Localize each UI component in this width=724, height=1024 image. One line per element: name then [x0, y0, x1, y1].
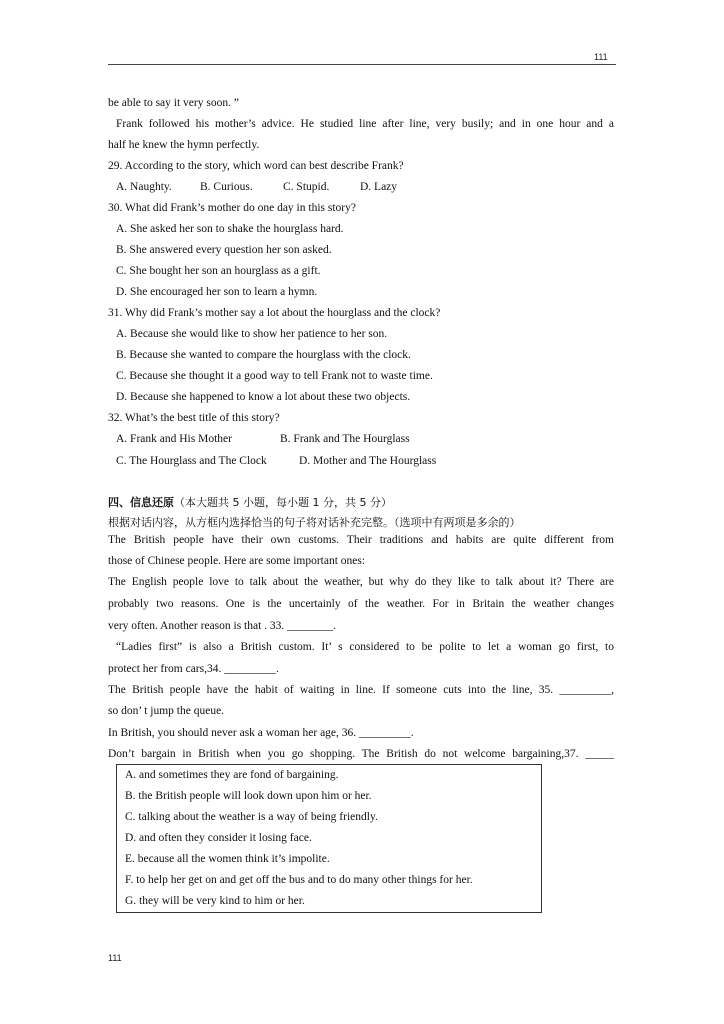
question-option: C. Because she thought it a good way to tell Frank not to waste time. — [116, 370, 433, 382]
question-option: D. Lazy — [360, 181, 398, 193]
question-option: A. Because she would like to show her patience to her son. — [116, 328, 388, 340]
question-option: C. Stupid. — [283, 181, 330, 193]
option-item: D. and often they consider it losing face. — [125, 832, 312, 844]
passage-line: Frank followed his mother’s advice. He studied line after line, very busily; and in one hour and a — [116, 118, 614, 130]
question-stem: 32. What’s the best title of this story? — [108, 412, 280, 424]
passage-line: half he knew the hymn perfectly. — [108, 139, 260, 151]
question-option: C. She bought her son an hourglass as a gift. — [116, 265, 321, 277]
header-rule — [108, 64, 616, 65]
section-text-line: “Ladies first” is also a British custom. It’ s considered to be polite to let a woman go first, to — [116, 641, 614, 653]
question-option: B. Curious. — [200, 181, 253, 193]
section-text-line: probably two reasons. One is the uncertainly of the weather. For in Britain the weather changes — [108, 598, 614, 610]
question-option: A. She asked her son to shake the hourglass hard. — [116, 223, 344, 235]
passage-line: be able to say it very soon. ” — [108, 97, 239, 109]
question-option: A. Frank and His Mother — [116, 433, 232, 445]
section-text-line: those of Chinese people. Here are some important ones: — [108, 555, 366, 567]
option-item: E. because all the women think it’s impolite. — [125, 853, 330, 865]
question-option: B. Frank and The Hourglass — [280, 433, 410, 445]
option-item: B. the British people will look down upon him or her. — [125, 790, 372, 802]
section-instruction: 根据对话内容，从方框内选择恰当的句子将对话补充完整。（选项中有两项是多余的） — [108, 516, 521, 529]
header-page-number: 111 — [594, 52, 608, 62]
section-heading — [108, 494, 392, 510]
question-option: D. Mother and The Hourglass — [299, 455, 437, 467]
question-option: B. She answered every question her son asked. — [116, 244, 332, 256]
question-option: D. She encouraged her son to learn a hymn. — [116, 286, 318, 298]
section-text-line: In British, you should never ask a woman her age, 36. _________. — [108, 727, 414, 739]
question-stem: 30. What did Frank’s mother do one day in this story? — [108, 202, 356, 214]
question-option: B. Because she wanted to compare the hourglass with the clock. — [116, 349, 411, 361]
section-text-line: very often. Another reason is that . 33. ________. — [108, 620, 337, 632]
section-text-line: The British people have their own customs. Their traditions and habits are quite different from — [108, 534, 614, 546]
section-title-note: （本大题共 5 小题，每小题 1 分，共 5 分） — [174, 496, 392, 509]
option-item: C. talking about the weather is a way of being friendly. — [125, 811, 378, 823]
section-text-line: The British people have the habit of waiting in line. If someone cuts into the line, 35. _________, — [108, 684, 614, 696]
section-title: 四、信息还原 — [108, 496, 174, 509]
question-option: D. Because she happened to know a lot about these two objects. — [116, 391, 411, 403]
section-text-line: Don’t bargain in British when you go shopping. The British do not welcome bargaining,37. _____ — [108, 748, 614, 760]
option-item: A. and sometimes they are fond of bargaining. — [125, 769, 339, 781]
option-item: F. to help her get on and get off the bus and to do many other things for her. — [125, 874, 473, 886]
options-box — [116, 764, 542, 913]
question-option: C. The Hourglass and The Clock — [116, 455, 267, 467]
question-stem: 29. According to the story, which word can best describe Frank? — [108, 160, 404, 172]
section-text-line: protect her from cars,34. _________. — [108, 663, 279, 675]
footer-page-number: 111 — [108, 953, 122, 963]
question-option: A. Naughty. — [116, 181, 172, 193]
option-item: G. they will be very kind to him or her. — [125, 895, 305, 907]
section-text-line: The English people love to talk about the weather, but why do they like to talk about it? There are — [108, 576, 614, 588]
question-stem: 31. Why did Frank’s mother say a lot about the hourglass and the clock? — [108, 307, 441, 319]
section-text-line: so don’ t jump the queue. — [108, 705, 225, 717]
